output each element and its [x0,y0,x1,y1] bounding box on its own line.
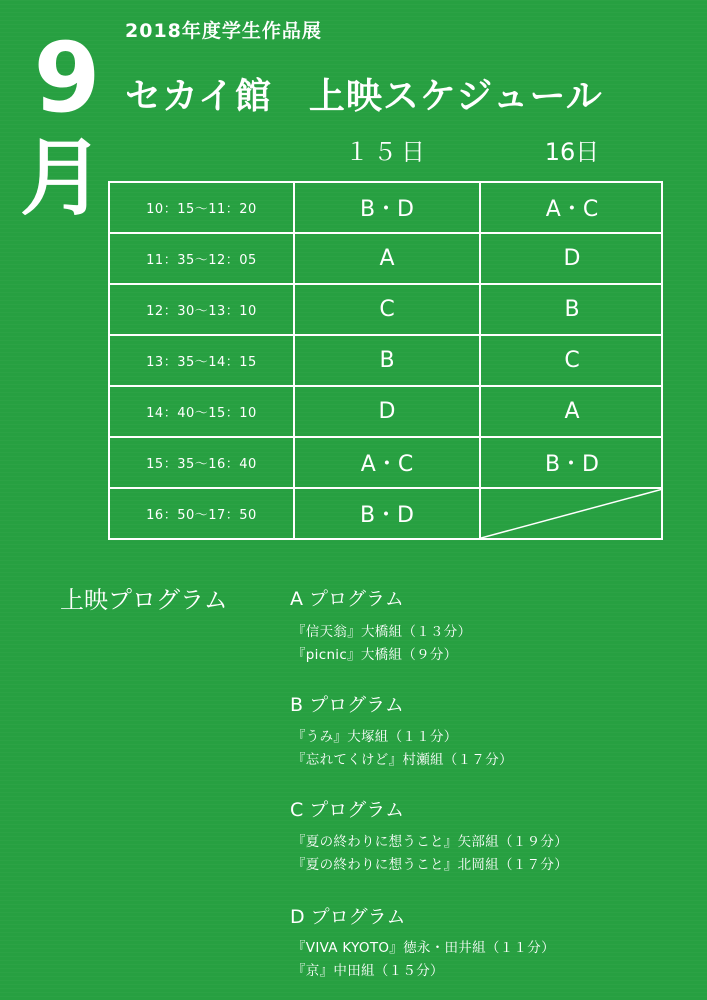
page-title: セカイ館 上映スケジュール [125,75,603,117]
schedule-table [108,181,663,540]
time-slot: 13：35〜14：15 [110,336,295,385]
day1-program: B・D [295,489,481,538]
day1-program: D [295,387,481,436]
empty-slot-slash [481,489,663,538]
program-b-title: B プログラム [290,694,404,716]
program-b-item: 『うみ』大塚組（１１分） [292,729,458,745]
month-kanji: 月 [19,129,104,227]
day2-program: C [564,348,580,373]
schedule-row [110,285,661,336]
day-header-16: 16日 [544,138,600,166]
time-slot: 10：15〜11：20 [110,183,295,232]
program-d-title: D プログラム [290,906,406,928]
schedule-row [110,183,661,234]
schedule-row [110,387,661,438]
time-slot: 16：50〜17：50 [110,489,295,538]
day1-program: C [295,285,481,334]
schedule-row [110,234,661,285]
program-c-title: C プログラム [290,799,405,821]
schedule-row [110,438,661,489]
program-d-item: 『VIVA KYOTO』徳永・田井組（１１分） [292,940,555,956]
day1-program: B [295,336,481,385]
day2-program: A [564,399,580,424]
program-c-item: 『夏の終わりに想うこと』北岡組（１７分） [292,857,568,873]
time-slot: 11：35〜12：05 [110,234,295,283]
schedule-row [110,489,661,538]
time-slot: 12：30〜13：10 [110,285,295,334]
program-d-item: 『京』中田組（１５分） [292,963,444,979]
day2-program: A・C [545,197,599,222]
day2-program: B・D [544,452,600,477]
day2-program: B [564,297,580,322]
day2-program: D [563,246,581,271]
program-b-item: 『忘れてくけど』村瀬組（１７分） [292,752,513,768]
time-slot: 14：40〜15：10 [110,387,295,436]
day1-program: A [295,234,481,283]
program-a-title: A プログラム [290,588,404,610]
program-a-item: 『picnic』大橋組（９分） [292,647,458,663]
day1-program: A・C [295,438,481,487]
schedule-row [110,336,661,387]
day1-program: B・D [295,183,481,232]
subtitle: 2018年度学生作品展 [125,20,322,42]
time-slot: 15：35〜16：40 [110,438,295,487]
program-c-item: 『夏の終わりに想うこと』矢部組（１９分） [292,834,568,850]
day-header-15: １５日 [345,138,429,166]
program-heading: 上映プログラム [60,586,228,614]
month-number: 9 [33,22,101,134]
program-a-item: 『信天翁』大橋組（１３分） [292,624,472,640]
